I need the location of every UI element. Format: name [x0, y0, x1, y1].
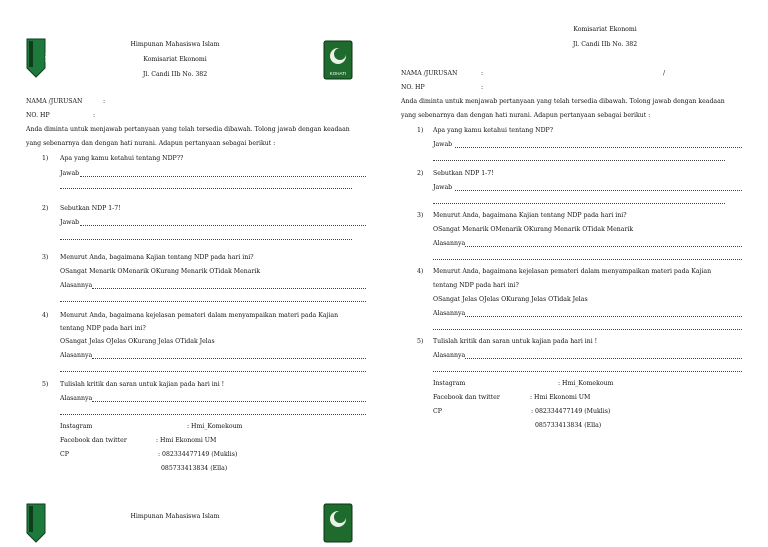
svg-text:KOHATI: KOHATI [329, 71, 347, 76]
r-q5-alasannya: Alasannya [433, 352, 466, 359]
q4-reason-line[interactable] [92, 358, 366, 359]
r-q2-jawab: Jawab [433, 184, 453, 191]
r-q5-reason-line-2[interactable] [433, 371, 742, 372]
r-q4-number: 4) [417, 268, 424, 275]
r-instagram-label: Instagram [433, 380, 466, 387]
kohati-logo [323, 40, 353, 80]
intro-line-1: Anda diminta untuk menjawab pertanyaan yang telah tersedia dibawah. Tolong jawab dengan keadaan [26, 126, 350, 133]
r-q4-text-cont: tentang NDP pada hari ini? [433, 282, 519, 289]
hp-label: NO. HP [26, 112, 50, 119]
r-q3-options[interactable]: OSangat Menarik OMenarik OKurang Menarik OTidak Menarik [433, 226, 634, 233]
q4-text: Menurut Anda, bagaimana kejelasan pemateri dalam menyampaikan materi pada Kajian [60, 312, 339, 319]
instagram-label: Instagram [60, 423, 93, 430]
cp-value-1: : 082334477149 (Muklis) [158, 451, 238, 458]
nama-colon: : [103, 98, 106, 105]
q4-text-cont: tentang NDP pada hari ini? [60, 325, 146, 332]
q3-reason-line-2[interactable] [60, 301, 366, 302]
q2-text: Sebutkan NDP 1-7! [60, 205, 121, 212]
header-org: Himpunan Mahasiswa Islam [130, 41, 220, 48]
q5-number: 5) [42, 381, 49, 388]
cp-label: CP [60, 451, 69, 458]
facebook-value: : Hmi Ekonomi UM [156, 437, 217, 444]
r-q2-answer-line-2[interactable] [433, 203, 725, 204]
r-facebook-label: Facebook dan twitter [433, 394, 500, 401]
intro-line-2: yang sebenarnya dan dengan hati nurani. Adapun pertanyaan sebagai berikut : [26, 140, 276, 147]
r-q1-answer-line[interactable] [455, 147, 742, 148]
header-commissariat: Komisariat Ekonomi [143, 56, 207, 63]
q2-jawab: Jawab [60, 219, 80, 226]
q2-number: 2) [42, 205, 49, 212]
r-q3-reason-line-2[interactable] [433, 259, 742, 260]
facebook-label: Facebook dan twitter [60, 437, 127, 444]
r-q4-alasannya: Alasannya [433, 310, 466, 317]
r-q2-text: Sebutkan NDP 1-7! [433, 170, 494, 177]
r-nama-colon: : [481, 70, 484, 77]
r-q5-text: Tulislah kritik dan saran untuk kajian pada hari ini ! [433, 338, 598, 345]
q4-alasannya: Alasannya [60, 352, 93, 359]
r-hp-colon: : [481, 84, 484, 91]
hmi-logo [26, 38, 49, 78]
q1-answer-line-2[interactable] [60, 188, 352, 189]
q2-answer-line[interactable] [80, 225, 366, 226]
q5-reason-line-2[interactable] [60, 414, 366, 415]
q4-number: 4) [42, 312, 49, 319]
r-cp-value-1: : 082334477149 (Muklis) [531, 408, 611, 415]
q1-number: 1) [42, 155, 49, 162]
r-q1-text: Apa yang kamu ketahui tentang NDP? [433, 127, 554, 134]
q3-reason-line[interactable] [92, 288, 366, 289]
r-q4-reason-line[interactable] [465, 316, 742, 317]
r-q3-number: 3) [417, 212, 424, 219]
r-cp-label: CP [433, 408, 442, 415]
r-q3-text: Menurut Anda, bagaimana Kajian tentang NDP pada hari ini? [433, 212, 627, 219]
q3-alasannya: Alasannya [60, 282, 93, 289]
q5-alasannya: Alasannya [60, 395, 93, 402]
r-q2-answer-line[interactable] [455, 190, 742, 191]
q4-reason-line-2[interactable] [60, 371, 366, 372]
q3-number: 3) [42, 254, 49, 261]
r-q5-reason-line[interactable] [465, 358, 742, 359]
r-facebook-value: : Hmi Ekonomi UM [530, 394, 591, 401]
r-q1-number: 1) [417, 127, 424, 134]
r-q5-number: 5) [417, 338, 424, 345]
r-nama-label: NAMA /JURUSAN [401, 70, 458, 77]
instagram-value: : Hmi_Komekoum [187, 423, 243, 430]
r-q2-number: 2) [417, 170, 424, 177]
r-hp-label: NO. HP [401, 84, 425, 91]
r-q3-reason-line[interactable] [465, 246, 742, 247]
r-q4-reason-line-2[interactable] [433, 329, 742, 330]
hmi-logo-bottom [26, 503, 46, 543]
q2-answer-line-2[interactable] [60, 239, 352, 240]
r-header-commissariat: Komisariat Ekonomi [573, 26, 637, 33]
q5-reason-line[interactable] [92, 401, 366, 402]
nama-label: NAMA /JURUSAN [26, 98, 83, 105]
r-instagram-value: : Hmi_Komekoum [558, 380, 614, 387]
hp-colon: : [93, 112, 96, 119]
r-q4-options[interactable]: OSangat Jelas OJelas OKurang Jelas OTidak Jelas [433, 296, 588, 303]
q3-text: Menurut Anda, bagaimana Kajian tentang NDP pada hari ini? [60, 254, 254, 261]
r-q1-answer-line-2[interactable] [433, 160, 725, 161]
header-org-bottom: Himpunan Mahasiswa Islam [130, 513, 220, 520]
q3-options[interactable]: OSangat Menarik OMenarik OKurang Menarik OTidak Menarik [60, 268, 261, 275]
q1-text: Apa yang kamu ketahui tentang NDP?? [60, 155, 184, 162]
cp-value-2: 085733413834 (Ella) [161, 465, 228, 472]
q4-options[interactable]: OSangat Jelas OJelas OKurang Jelas OTidak Jelas [60, 338, 215, 345]
svg-text:HMI: HMI [43, 53, 49, 63]
q1-answer-line[interactable] [80, 176, 366, 177]
r-nama-slash: / [663, 70, 666, 77]
r-cp-value-2: 085733413834 (Ella) [535, 422, 602, 429]
kohati-logo-bottom [323, 503, 353, 543]
r-header-address: Jl. Candi IIb No. 382 [572, 41, 638, 48]
header-address: Jl. Candi IIb No. 382 [142, 71, 208, 78]
r-q1-jawab: Jawab [433, 141, 453, 148]
r-intro-line-1: Anda diminta untuk menjawab pertanyaan yang telah tersedia dibawah. Tolong jawab dengan keadaan [401, 98, 725, 105]
r-q4-text: Menurut Anda, bagaimana kejelasan pemateri dalam menyampaikan materi pada Kajian [433, 268, 712, 275]
r-q3-alasannya: Alasannya [433, 240, 466, 247]
q5-text: Tulislah kritik dan saran untuk kajian pada hari ini ! [60, 381, 225, 388]
q1-jawab: Jawab [60, 170, 80, 177]
r-intro-line-2: yang sebenarnya dan dengan hati nurani. Adapun pertanyaan sebagai berikut : [401, 112, 651, 119]
